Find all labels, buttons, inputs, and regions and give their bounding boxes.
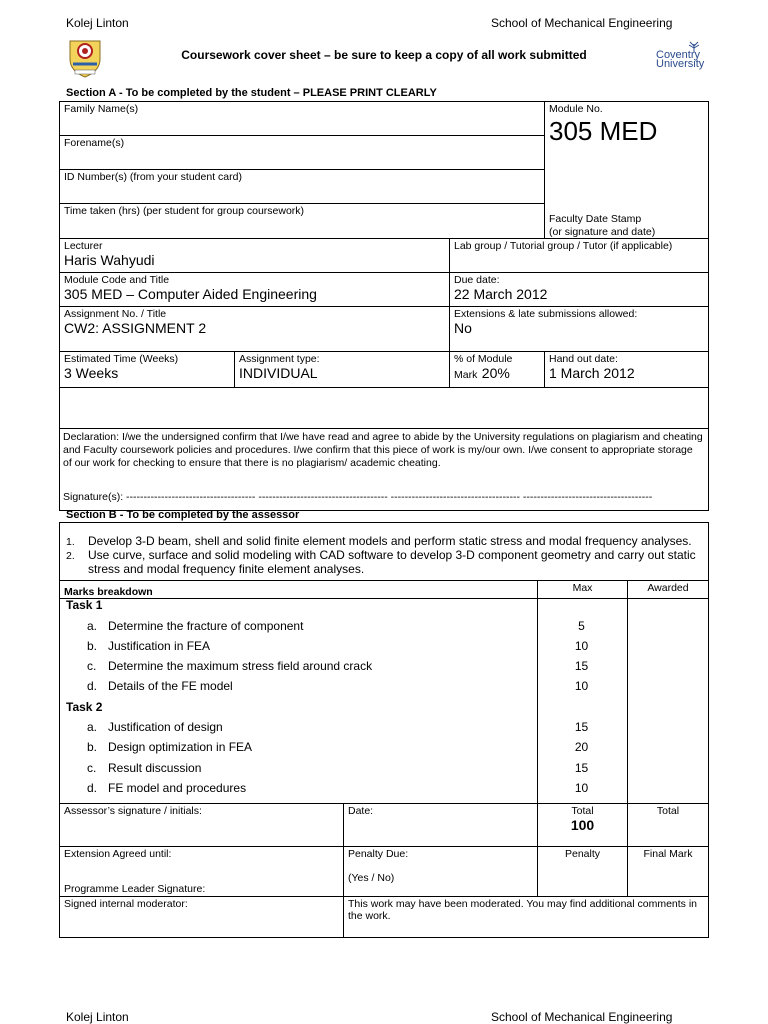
item-text: Determine the fracture of component — [108, 619, 304, 633]
task-1-a-max: 5 — [578, 619, 585, 633]
est-time-label: Estimated Time (Weeks) — [64, 353, 179, 365]
total-awarded-label: Total — [656, 805, 680, 817]
est-time-value: 3 Weeks — [64, 365, 119, 381]
page-title: Coursework cover sheet – be sure to keep a copy of all work submitted — [181, 48, 587, 62]
coventry-text-2: University — [656, 58, 705, 70]
lab-group-label: Lab group / Tutorial group / Tutor (if applicable) — [454, 240, 673, 252]
section-a-heading: Section A - To be completed by the student – PLEASE PRINT CLEARLY — [66, 87, 437, 99]
task-1-b-max: 10 — [574, 639, 589, 653]
item-letter: d. — [87, 781, 98, 795]
item-text: Justification in FEA — [108, 639, 211, 653]
penalty-yes-no: (Yes / No) — [348, 872, 395, 884]
stamp-label-1: Faculty Date Stamp — [549, 213, 642, 225]
time-taken-field[interactable] — [59, 203, 545, 239]
item-text: Justification of design — [108, 720, 223, 734]
objective-2 — [66, 548, 706, 576]
assessor-signature-label: Assessor’s signature / initials: — [64, 805, 202, 817]
lab-group-field[interactable] — [449, 238, 709, 273]
task-1-heading: Task 1 — [66, 598, 103, 612]
coventry-logo-icon — [652, 40, 704, 70]
extensions-label: Extensions & late submissions allowed: — [454, 308, 638, 320]
pct-mark-label: Mark — [454, 369, 478, 381]
item-letter: a. — [87, 619, 98, 633]
task-2-heading: Task 2 — [66, 700, 103, 714]
awarded-label: Awarded — [647, 582, 689, 594]
max-label: Max — [572, 582, 593, 594]
final-mark-field[interactable] — [627, 846, 709, 897]
assignment-value: CW2: ASSIGNMENT 2 — [64, 320, 207, 336]
lecturer-cell — [59, 238, 450, 273]
item-text: Details of the FE model — [108, 679, 233, 693]
forename-field[interactable] — [59, 135, 545, 170]
handout-date-cell — [544, 351, 709, 388]
module-code-cell — [59, 272, 450, 307]
moderation-note: This work may have been moderated. You may find additional comments in the work. — [348, 898, 698, 922]
max-header — [537, 580, 628, 599]
footer-left: Kolej Linton — [66, 1010, 129, 1024]
awarded-header — [627, 580, 709, 599]
item-letter: b. — [87, 740, 98, 754]
item-text: FE model and procedures — [108, 781, 247, 795]
penalty-due-field[interactable] — [343, 846, 538, 897]
stamp-label-2: (or signature and date) — [549, 226, 656, 238]
moderation-note-cell — [343, 896, 709, 938]
id-number-field[interactable] — [59, 169, 545, 204]
extension-agreed-field[interactable] — [59, 846, 344, 897]
assignment-label: Assignment No. / Title — [64, 308, 167, 320]
footer-right: School of Mechanical Engineering — [491, 1010, 673, 1024]
total-max-cell — [537, 803, 628, 847]
item-text: Determine the maximum stress field around crack — [108, 659, 373, 673]
lecturer-label: Lecturer — [64, 240, 103, 252]
handout-date-value: 1 March 2012 — [549, 365, 635, 381]
assessor-signature-field[interactable] — [59, 803, 344, 847]
module-no-label: Module No. — [549, 103, 603, 115]
est-time-cell — [59, 351, 235, 388]
objective-2-text: Use curve, surface and solid modeling with CAD software to develop 3-D component geometry and carry out static stress and modal frequency finite element analyses. — [88, 548, 696, 576]
item-letter: b. — [87, 639, 98, 653]
item-letter: c. — [87, 659, 97, 673]
task-2-a-max: 15 — [574, 720, 589, 734]
marks-breakdown-label: Marks breakdown — [64, 586, 153, 598]
module-no-cell — [544, 101, 709, 239]
item-letter: d. — [87, 679, 98, 693]
item-letter: c. — [87, 761, 97, 775]
assignment-type-cell — [234, 351, 450, 388]
signature-line[interactable]: Signature(s): ------------------------------------- ------------------------------------- ------------------------------------- ------------------------------------- — [63, 491, 653, 503]
assignment-type-value: INDIVIDUAL — [239, 365, 318, 381]
item-letter: a. — [87, 720, 98, 734]
pct-module-value: 20% — [481, 365, 510, 381]
objective-2-num: 2. — [66, 550, 75, 562]
handout-date-label: Hand out date: — [549, 353, 618, 365]
total-value: 100 — [570, 817, 595, 833]
objective-1 — [66, 534, 706, 549]
due-date-label: Due date: — [454, 274, 500, 286]
assignment-cell — [59, 306, 450, 352]
task-1-d-max: 10 — [574, 679, 589, 693]
extensions-value: No — [454, 320, 472, 336]
module-code-label: Module Code and Title — [64, 274, 170, 286]
due-date-cell — [449, 272, 709, 307]
marks-breakdown-header — [59, 580, 538, 599]
final-mark-label: Final Mark — [643, 848, 693, 860]
total-awarded-field[interactable] — [627, 803, 709, 847]
module-code-value: 305 MED – Computer Aided Engineering — [64, 286, 317, 302]
assessor-date-field[interactable] — [343, 803, 538, 847]
lecturer-value: Haris Wahyudi — [64, 252, 155, 268]
extension-agreed-label: Extension Agreed until: — [64, 848, 172, 860]
task-2-b-max: 20 — [574, 740, 589, 754]
programme-leader-label: Programme Leader Signature: — [64, 883, 206, 895]
section-b-heading: Section B - To be completed by the assessor — [66, 509, 300, 521]
marks-awarded-column[interactable] — [627, 598, 709, 804]
pct-module-cell — [449, 351, 545, 388]
assignment-type-label: Assignment type: — [239, 353, 320, 365]
module-no-value: 305 MED — [549, 116, 658, 146]
penalty-due-label: Penalty Due: — [348, 848, 409, 860]
penalty-label: Penalty — [564, 848, 601, 860]
blank-row — [59, 387, 709, 429]
objective-1-text: Develop 3-D beam, shell and solid finite element models and perform static stress and modal frequency analyses. — [88, 534, 692, 548]
item-text: Design optimization in FEA — [108, 740, 253, 754]
header-right: School of Mechanical Engineering — [491, 16, 673, 30]
family-name-field[interactable] — [59, 101, 545, 136]
pct-module-label: % of Module — [454, 353, 513, 365]
task-2-d-max: 10 — [574, 781, 589, 795]
due-date-value: 22 March 2012 — [454, 286, 548, 302]
forename-label: Forename(s) — [64, 137, 125, 149]
assessor-date-label: Date: — [348, 805, 374, 817]
penalty-field[interactable] — [537, 846, 628, 897]
family-name-label: Family Name(s) — [64, 103, 139, 115]
extensions-cell — [449, 306, 709, 352]
moderator-label: Signed internal moderator: — [64, 898, 188, 910]
declaration-text: Declaration: I/we the undersigned confirm that I/we have read and agree to abide by the University regulations on plagiarism and cheating and Faculty coursework policies and procedures. I/we confirm that this piece of work is my/our own. I/we consent to appropriate storage of our work for checking to ensure that there is no plagiarism/ academic cheating. — [63, 431, 703, 469]
time-taken-label: Time taken (hrs) (per student for group coursework) — [64, 205, 305, 217]
header-left: Kolej Linton — [66, 16, 129, 30]
total-label: Total — [571, 805, 594, 817]
task-2-c-max: 15 — [574, 761, 589, 775]
coventry-text-1: Coventry — [656, 49, 701, 61]
task-1-c-max: 15 — [574, 659, 589, 673]
objective-1-num: 1. — [66, 536, 75, 548]
item-text: Result discussion — [108, 761, 202, 775]
id-number-label: ID Number(s) (from your student card) — [64, 171, 242, 183]
moderator-signature-field[interactable] — [59, 896, 344, 938]
